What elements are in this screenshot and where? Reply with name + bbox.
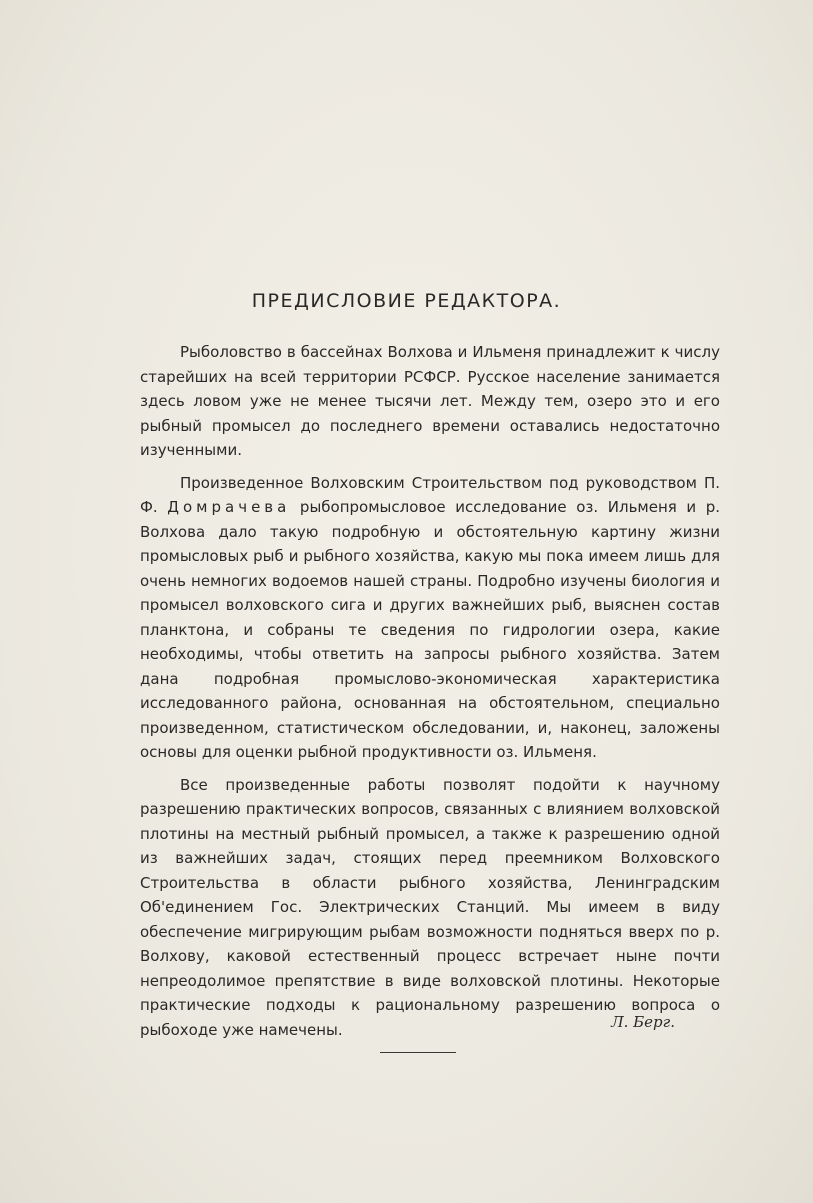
preface-body [140, 340, 720, 1050]
page-title: ПРЕДИСЛОВИЕ РЕДАКТОРА. [251, 290, 562, 312]
paragraph-2 [140, 471, 720, 765]
paragraph-2-rest: рыбопромысловое исследование оз. Ильменя и р. Волхова дало такую подробную и обстоятельную картину жизни промысловых рыб и рыбного хозяйства, какую мы пока имеем лишь для очень немногих водоемов нашей страны. Подробно изучены биология и промысел волховского сига и других важнейших рыб, выяснен состав планктона, и собраны те сведения по гидрологии озера, какие необходимы, чтобы ответить на запросы рыбного хозяйства. Затем дана подробная промыслово-экономическая характеристика исследованного района, основанная на обстоятельном, специально произведенном, статистическом обследовании, и, наконец, заложены основы для оценки рыбной продуктивности оз. Ильменя. [140, 498, 721, 761]
paragraph-2-start: Произведенное Волховским Строительством под руководством П. Ф. [140, 473, 720, 516]
paragraph-3: Все произведенные работы позволят подойти к научному разрешению практических вопросов, связанных с влиянием волховской плотины на местный рыбный промысел, а также к разрешению одной из важнейших задач, стоящих перед преемником Волховского Строительства в области рыбного хозяйства, Ленинградским Об'единением Гос. Электрических Станций. Мы имеем в виду обеспечение мигрирующим рыбам возможности подняться вверх по р. Волхову, каковой естественный процесс встречает ныне почти непреодолимое препятствие в виде волховской плотины. Некоторые практические подходы к рациональному разрешению вопроса о рыбоходе уже намечены. [140, 775, 720, 1039]
author-name-spaced: Домрачева [167, 498, 291, 516]
closing-rule [380, 1052, 456, 1053]
paragraph-1: Рыболовство в бассейнах Волхова и Ильменя принадлежит к числу старейших на всей территории РСФСР. Русское население занимается здесь ловом уже не менее тысячи лет. Между тем, озеро это и его рыбный промысел до последнего времени оставались недостаточно изученными. [140, 343, 720, 459]
editor-signature: Л. Берг. [611, 1013, 675, 1031]
